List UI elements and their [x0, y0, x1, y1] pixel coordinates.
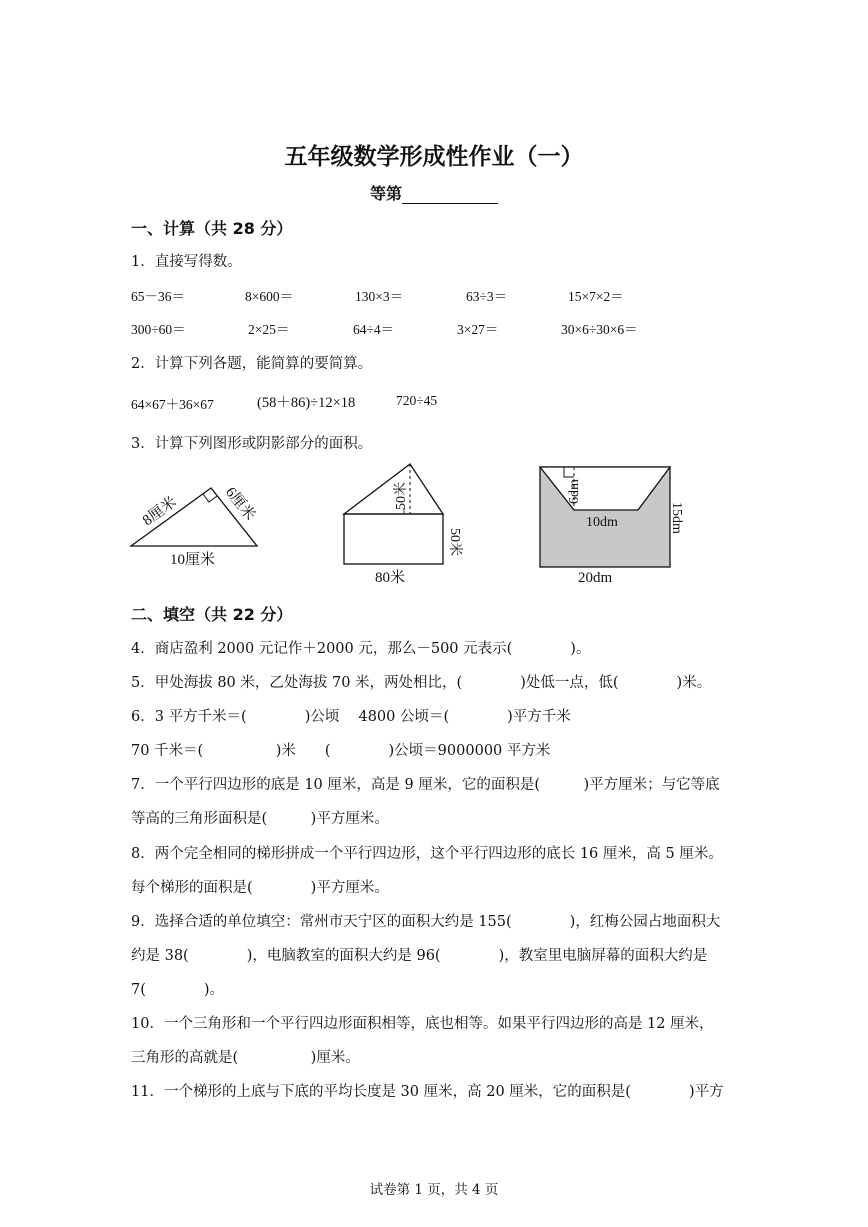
calc-item: 15×7×2＝ — [568, 289, 624, 304]
fill-line: 11．一个梯形的上底与下底的平均长度是 30 厘米，高 20 厘米，它的面积是( )平方 — [131, 1084, 724, 1100]
fill-line: 约是 38( )，电脑教室的面积大约是 96( )，教室里电脑屏幕的面积大约是 — [131, 948, 708, 964]
right-triangle-figure — [125, 478, 270, 573]
calc-item: 2×25＝ — [248, 322, 290, 337]
fill-line: 8．两个完全相同的梯形拼成一个平行四边形，这个平行四边形的底长 16 厘米，高 5 厘米。 — [131, 846, 723, 862]
question-3: 3．计算下列图形或阴影部分的面积。 — [131, 436, 373, 452]
expression: 720÷45 — [396, 393, 438, 408]
expression: (58＋86)÷12×18 — [257, 395, 356, 411]
expression: 64×67＋36×67 — [131, 397, 214, 412]
fill-line: 4．商店盈利 2000 元记作＋2000 元，那么－500 元表示( )。 — [131, 641, 591, 657]
fill-line: 7．一个平行四边形的底是 10 厘米，高是 9 厘米，它的面积是( )平方厘米；与它等底 — [131, 777, 720, 793]
fill-line: 70 千米＝( )米 ( )公顷＝9000000 平方米 — [131, 743, 551, 759]
section2-heading: 二、填空（共 22 分） — [131, 605, 293, 624]
fig2-rect-height: 50米 — [447, 528, 462, 556]
fill-line: 等高的三角形面积是( )平方厘米。 — [131, 811, 389, 827]
fig3-trapezoid-height: 6dm — [567, 479, 582, 504]
question-1: 1．直接写得数。 — [131, 254, 242, 270]
fill-line: 三角形的高就是( )厘米。 — [131, 1050, 360, 1066]
house-figure — [335, 458, 475, 588]
grade-label: 等第 — [369, 184, 402, 203]
fig3-height: 15dm — [669, 502, 684, 534]
fig3-width: 20dm — [578, 570, 613, 586]
page-footer: 试卷第 1 页，共 4 页 — [369, 1182, 499, 1198]
fig2-triangle-height: 50米 — [394, 482, 409, 510]
fill-line: 每个梯形的面积是( )平方厘米。 — [131, 880, 389, 896]
grade-blank — [402, 187, 498, 204]
question-2: 2．计算下列各题，能简算的要简算。 — [131, 356, 373, 372]
fig1-side-a: 8厘米 — [139, 494, 180, 530]
page-title: 五年级数学形成性作业（一） — [284, 144, 584, 170]
shaded-rectangle-figure — [530, 462, 695, 587]
fig1-base: 10厘米 — [170, 552, 216, 568]
fill-line: 9．选择合适的单位填空：常州市天宁区的面积大约是 155( )，红梅公园占地面积大 — [131, 914, 721, 930]
fill-line: 10．一个三角形和一个平行四边形面积相等，底也相等。如果平行四边形的高是 12 厘米， — [131, 1016, 714, 1032]
fig1-side-b: 6厘米 — [221, 484, 258, 524]
fig2-width: 80米 — [375, 570, 406, 586]
fill-line: 7( )。 — [131, 982, 225, 998]
calc-item: 300÷60＝ — [131, 322, 186, 337]
fig3-bottom-width: 10dm — [586, 515, 618, 530]
calc-item: 65－36＝ — [131, 289, 185, 304]
section1-heading: 一、计算（共 28 分） — [131, 219, 293, 238]
calc-item: 30×6÷30×6＝ — [561, 322, 638, 337]
fill-line: 5．甲处海拔 80 米，乙处海拔 70 米，两处相比，( )处低一点，低( )米。 — [131, 675, 712, 691]
calc-item: 8×600＝ — [245, 289, 294, 304]
fill-line: 6．3 平方千米＝( )公顷 4800 公顷＝( )平方千米 — [131, 709, 571, 725]
calc-item: 64÷4＝ — [353, 322, 395, 337]
grade-line — [0, 181, 868, 204]
calc-item: 130×3＝ — [355, 289, 404, 304]
calc-item: 63÷3＝ — [466, 289, 508, 304]
calc-item: 3×27＝ — [457, 322, 499, 337]
